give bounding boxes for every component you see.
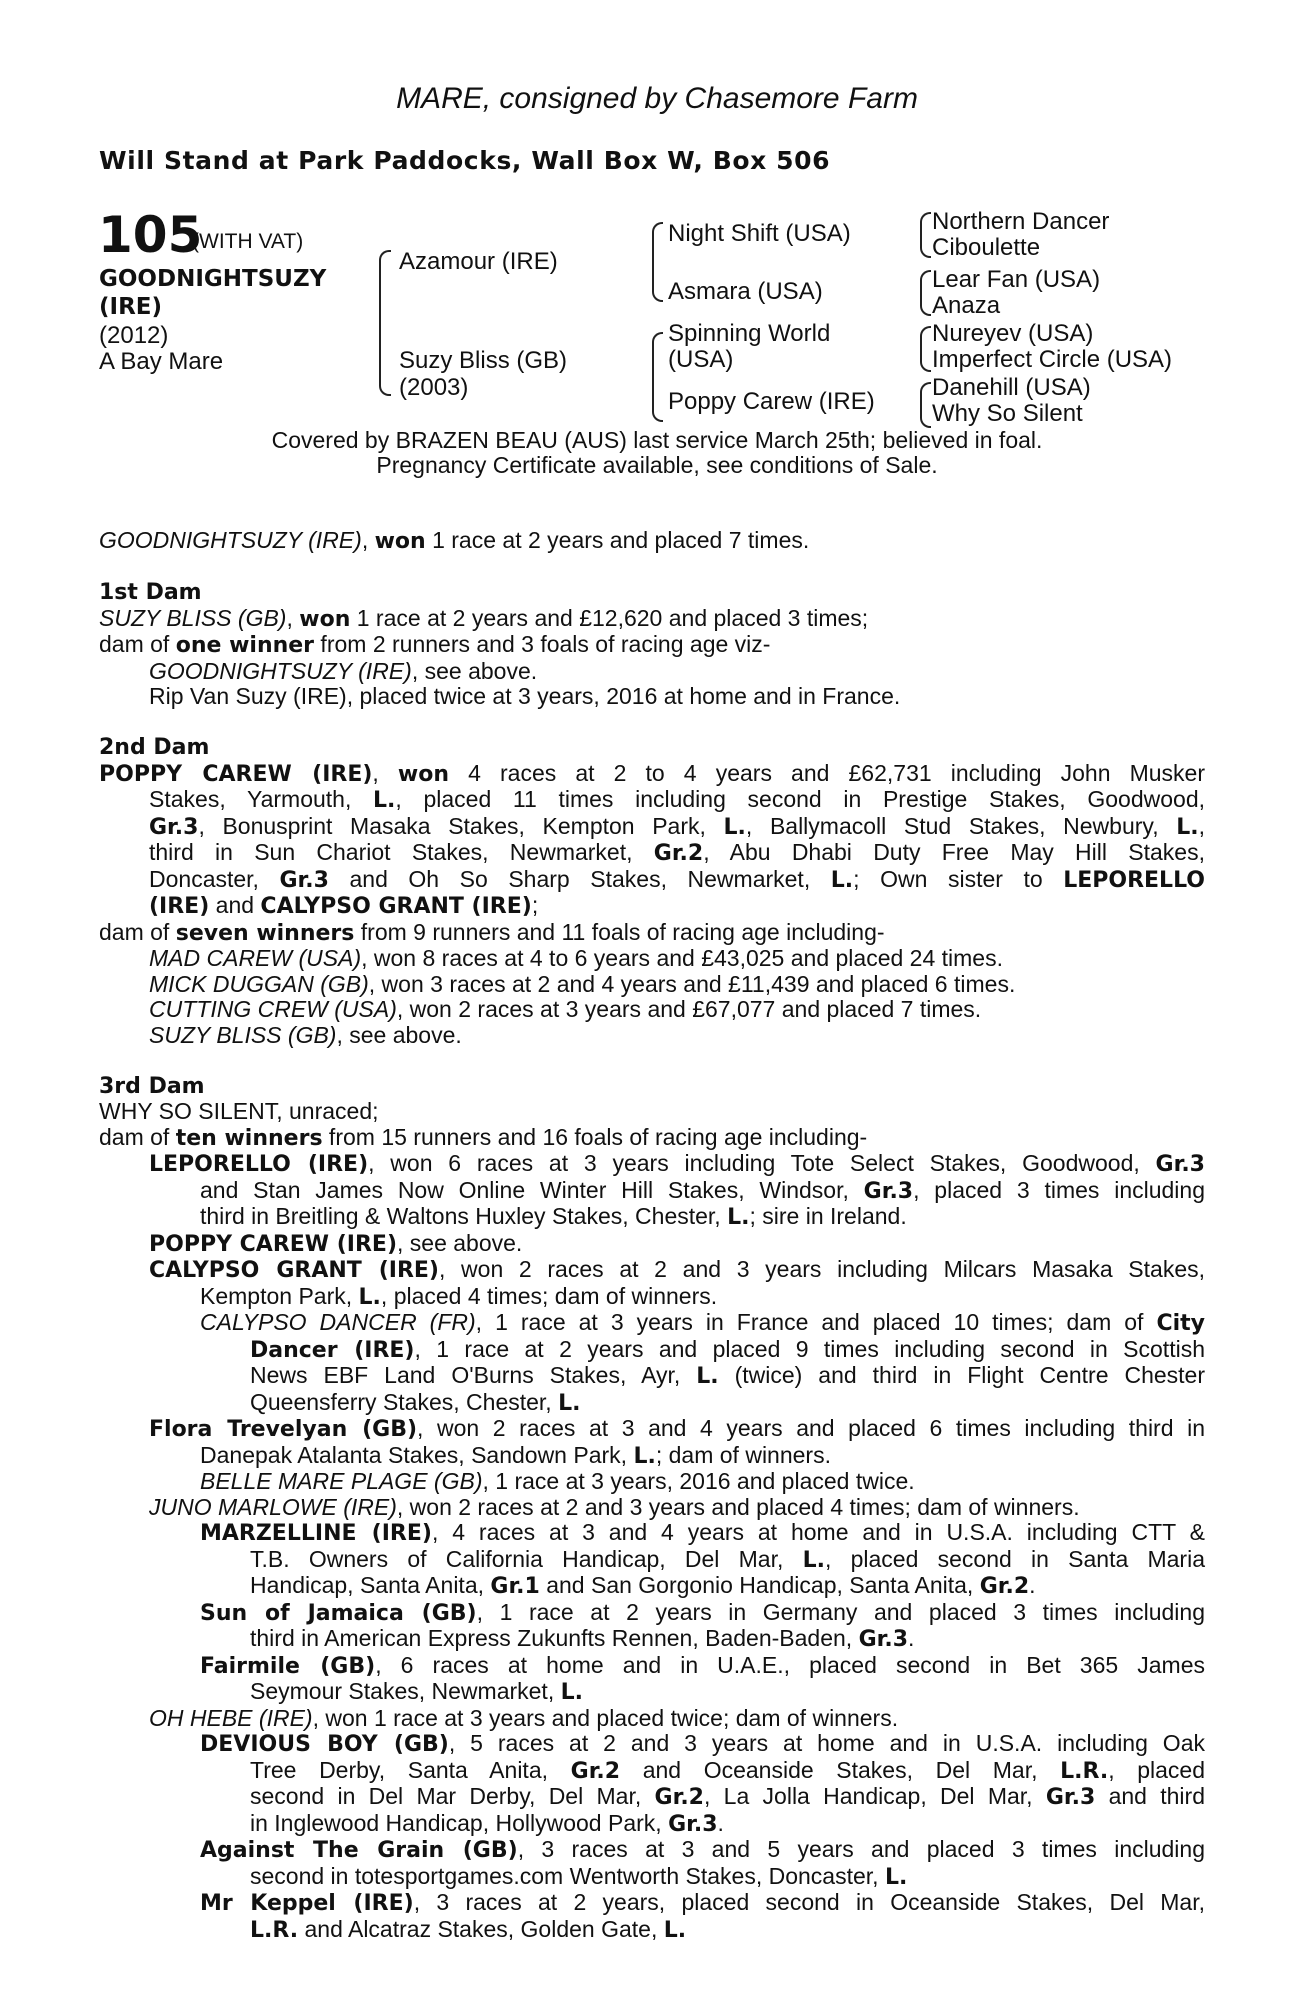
foaling-year: (2012) [99, 322, 169, 349]
pedigree-sire-sire: Night Shift (USA) [668, 220, 851, 247]
third-dam-record: WHY SO SILENT, unraced; [99, 1098, 379, 1124]
produce-entry: BELLE MARE PLAGE (GB), 1 race at 3 years, 2016 and placed twice. [200, 1468, 915, 1494]
third-dam-heading: 3rd Dam [99, 1073, 205, 1099]
pedigree-sire: Azamour (IRE) [399, 248, 558, 275]
produce-entry: MICK DUGGAN (GB), won 3 races at 2 and 4 years and £11,439 and placed 6 times. [149, 970, 1016, 997]
pedigree-g7: Danehill (USA) [932, 374, 1091, 401]
pedigree-g3: Lear Fan (USA) [932, 266, 1101, 293]
pedigree-brace [920, 326, 931, 372]
produce-entry: CALYPSO GRANT (IRE), won 2 races at 2 and 3 years including Milcars Masaka Stakes, [149, 1256, 1206, 1283]
pedigree-g8: Why So Silent [932, 400, 1083, 427]
first-dam-produce: dam of one winner from 2 runners and 3 foals of racing age viz- [99, 631, 771, 658]
second-dam-heading: 2nd Dam [99, 735, 210, 760]
pedigree-brace [652, 332, 663, 422]
pedigree-brace [652, 222, 663, 302]
pedigree-dam-sire-line1: Spinning World [668, 320, 831, 347]
horse-description: A Bay Mare [99, 348, 224, 375]
produce-entry: CALYPSO DANCER (FR), 1 race at 3 years in France and placed 10 times; dam of City [200, 1309, 1205, 1336]
produce-entry: Against The Grain (GB), 3 races at 3 and 5 years and placed 3 times including [200, 1836, 1205, 1863]
pedigree-brace [379, 250, 391, 396]
horse-name [99, 265, 379, 321]
vat-note: (WITH VAT) [192, 230, 304, 253]
produce-entry: MAD CAREW (USA), won 8 races at 4 to 6 years and £43,025 and placed 24 times. [149, 945, 1003, 971]
pedigree-dam-dam: Poppy Carew (IRE) [668, 388, 875, 415]
pedigree-g5: Nureyev (USA) [932, 320, 1094, 347]
pedigree-dam-year: (2003) [399, 374, 469, 401]
pedigree-dam: Suzy Bliss (GB) [399, 347, 568, 374]
produce-entry: MARZELLINE (IRE), 4 races at 3 and 4 years at home and in U.S.A. including CTT & [200, 1519, 1205, 1546]
produce-entry: LEPORELLO (IRE), won 6 races at 3 years including Tote Select Stakes, Goodwood, Gr.3 [149, 1150, 1205, 1177]
produce-entry: DEVIOUS BOY (GB), 5 races at 2 and 3 years at home and in U.S.A. including Oak [200, 1730, 1205, 1757]
page-title: MARE, consigned by Chasemore Farm [396, 82, 918, 115]
third-dam-produce: dam of ten winners from 15 runners and 16 foals of racing age including- [99, 1123, 868, 1151]
horse-name-line1: GOODNIGHTSUZY [99, 266, 327, 292]
second-dam-produce: dam of seven winners from 9 runners and 11 foals of racing age including- [99, 918, 885, 946]
produce-entry: Fairmile (GB), 6 races at home and in U.A.E., placed second in Bet 365 James [200, 1651, 1206, 1679]
produce-entry: SUZY BLISS (GB), see above. [149, 1021, 462, 1048]
horse-name-line2: (IRE) [99, 294, 163, 320]
produce-entry: Sun of Jamaica (GB), 1 race at 2 years in Germany and placed 3 times including [200, 1598, 1205, 1626]
produce-entry: OH HEBE (IRE), won 1 race at 3 years and placed twice; dam of winners. [149, 1704, 899, 1731]
produce-entry: CUTTING CREW (USA), won 2 races at 3 years and £67,077 and placed 7 times. [149, 996, 982, 1022]
pedigree-g2: Ciboulette [932, 234, 1041, 261]
pedigree-g1: Northern Dancer [932, 208, 1110, 235]
pedigree-sire-dam: Asmara (USA) [668, 278, 823, 305]
produce-entry: POPPY CAREW (IRE), see above. [149, 1229, 523, 1257]
lot-number: 105 [98, 206, 203, 264]
pedigree-brace [920, 382, 931, 428]
produce-record: GOODNIGHTSUZY (IRE), won 1 race at 2 years and placed 7 times. 1st Dam SUZY BLISS (GB), won 1 race at 2 years and £12,620 and placed 3 times; dam of one winner from 2 runners and 3 foals of racing age viz- GOODNIGHTSUZY (IRE), see above. Rip Van Suzy (IRE), placed twice at 3 years, 2016 at home and in France. 2nd Dam POPPY CAREW (IRE), won 4 races at 2 to 4 years and £62,731 including John Musker Stakes, Yarmouth, L., placed 11 times including second in Prestige Stakes, Goodwood, Gr.3, Bonusprint Masaka Stakes, Kempton Park, L., Ballymacoll Stud Stakes, Newbury, L., third in Sun Chariot Stakes, Newmarket, Gr.2, Abu Dhabi Duty Free May Hill Stakes, Doncaster, Gr.3 and Oh So Sharp Stakes, Newmarket, L.; Own sister to LEPORELLO (IRE) and CALYPSO GRANT (IRE); dam of seven winners from 9 runners and 11 foals of racing age including- MAD CAREW (USA), won 8 races at 4 to 6 years and £43,025 and placed 24 times. MICK DUGGAN (GB), won 3 races at 2 and 4 years and £11,439 and placed 6 times. CUTTING CREW (USA), won 2 races at 3 years and £67,077 and placed 7 times. SUZY BLISS (GB), see above. 3rd Dam WHY SO SILENT, unraced; dam of ten winners from 15 runners and 16 foals of racing age including- LEPORELLO (IRE), won 6 races at 3 years including Tote Select Stakes, Goodwood, Gr.3 and Stan James Now Online Winter Hill Stakes, Windsor, Gr.3, placed 3 times including third in Breitling & Waltons Huxley Stakes, Chester, L.; sire in Ireland. POPPY CAREW (IRE), see above. CALYPSO GRANT (IRE), won 2 races at 2 and 3 years including Milcars Masaka Stakes, Kempton Park, L., placed 4 times; dam of winners. CALYPSO DANCER (FR), 1 race at 3 years in France and placed 10 times; dam of City Dancer (IRE), 1 race at 2 years and placed 9 times including second in Scottish News EBF Land O'Burns Stakes, Ayr, L. (twice) and third in Flight Centre Chester Queensferry Stakes, Chester, L. Flora Trevelyan (GB), won 2 races at 3 and 4 years and placed 6 times including third in Danepak Atalanta Stakes, Sandown Park, L.; dam of winners. BELLE MARE PLAGE (GB), 1 race at 3 years, 2016 and placed twice. JUNO MARLOWE (IRE), won 2 races at 2 and 3 years and placed 4 times; dam of winners. MARZELLINE (IRE), 4 races at 3 and 4 years at home and in U.S.A. including CTT & T.B. Owners of California Handicap, Del Mar, L., placed second in Santa Maria Handicap, Santa Anita, Gr.1 and San Gorgonio Handicap, Santa Anita, Gr.2. Sun of Jamaica (GB), 1 race at 2 years in Germany and placed 3 times including third in American Express Zukunfts Rennen, Baden-Baden, Gr.3. Fairmile (GB), 6 races at home and in U.A.E., placed second in Bet 365 James Seymour Stakes, Newmarket, L. OH HEBE (IRE), won 1 race at 3 years and placed twice; dam of winners. DEVIOUS BOY (GB), 5 races at 2 and 3 years at home and in U.S.A. including Oak Tree Derby, Santa Anita, Gr.2 and Oceanside Stakes, Del Mar, L.R., placed second in Del Mar Derby, Del Mar, Gr.2, La Jolla Handicap, Del Mar, Gr.3 and third in Inglewood Handicap, Hollywood Park, Gr.3. Against The Grain (GB), 3 races at 3 and 5 years and placed 3 times including second in totesportgames.com Wentworth Stakes, Doncaster, L. Mr Keppel (IRE), 3 races at 2 years, placed second in Oceanside Stakes, Del Mar, L.R. and Alcatraz Stakes, Golden Gate, L. [99, 527, 1206, 1943]
pedigree-dam-sire-line2: (USA) [668, 346, 734, 373]
produce-entry: GOODNIGHTSUZY (IRE), see above. [149, 657, 538, 684]
pedigree-g4: Anaza [932, 292, 1001, 319]
horse-record: GOODNIGHTSUZY (IRE), won 1 race at 2 years and placed 7 times. [99, 527, 810, 554]
stand-location: Will Stand at Park Paddocks, Wall Box W, Box 506 [99, 146, 831, 175]
produce-entry: Mr Keppel (IRE), 3 races at 2 years, placed second in Oceanside Stakes, Del Mar, [200, 1889, 1205, 1916]
second-dam-record: POPPY CAREW (IRE), won 4 races at 2 to 4 years and £62,731 including John Musker [99, 759, 1206, 787]
covered-note: Covered by BRAZEN BEAU (AUS) last service March 25th; believed in foal. [271, 427, 1043, 453]
pedigree-g6: Imperfect Circle (USA) [932, 346, 1173, 373]
produce-entry: Rip Van Suzy (IRE), placed twice at 3 years, 2016 at home and in France. [149, 683, 901, 709]
pedigree-brace [920, 270, 931, 316]
produce-entry: JUNO MARLOWE (IRE), won 2 races at 2 and 3 years and placed 4 times; dam of winners. [149, 1493, 1080, 1520]
produce-entry: Flora Trevelyan (GB), won 2 races at 3 and 4 years and placed 6 times including third in [149, 1415, 1205, 1442]
pedigree-brace [920, 212, 931, 258]
first-dam-heading: 1st Dam [99, 580, 202, 605]
first-dam-record: SUZY BLISS (GB), won 1 race at 2 years and £12,620 and placed 3 times; [99, 604, 869, 632]
pregnancy-note: Pregnancy Certificate available, see conditions of Sale. [376, 452, 938, 478]
